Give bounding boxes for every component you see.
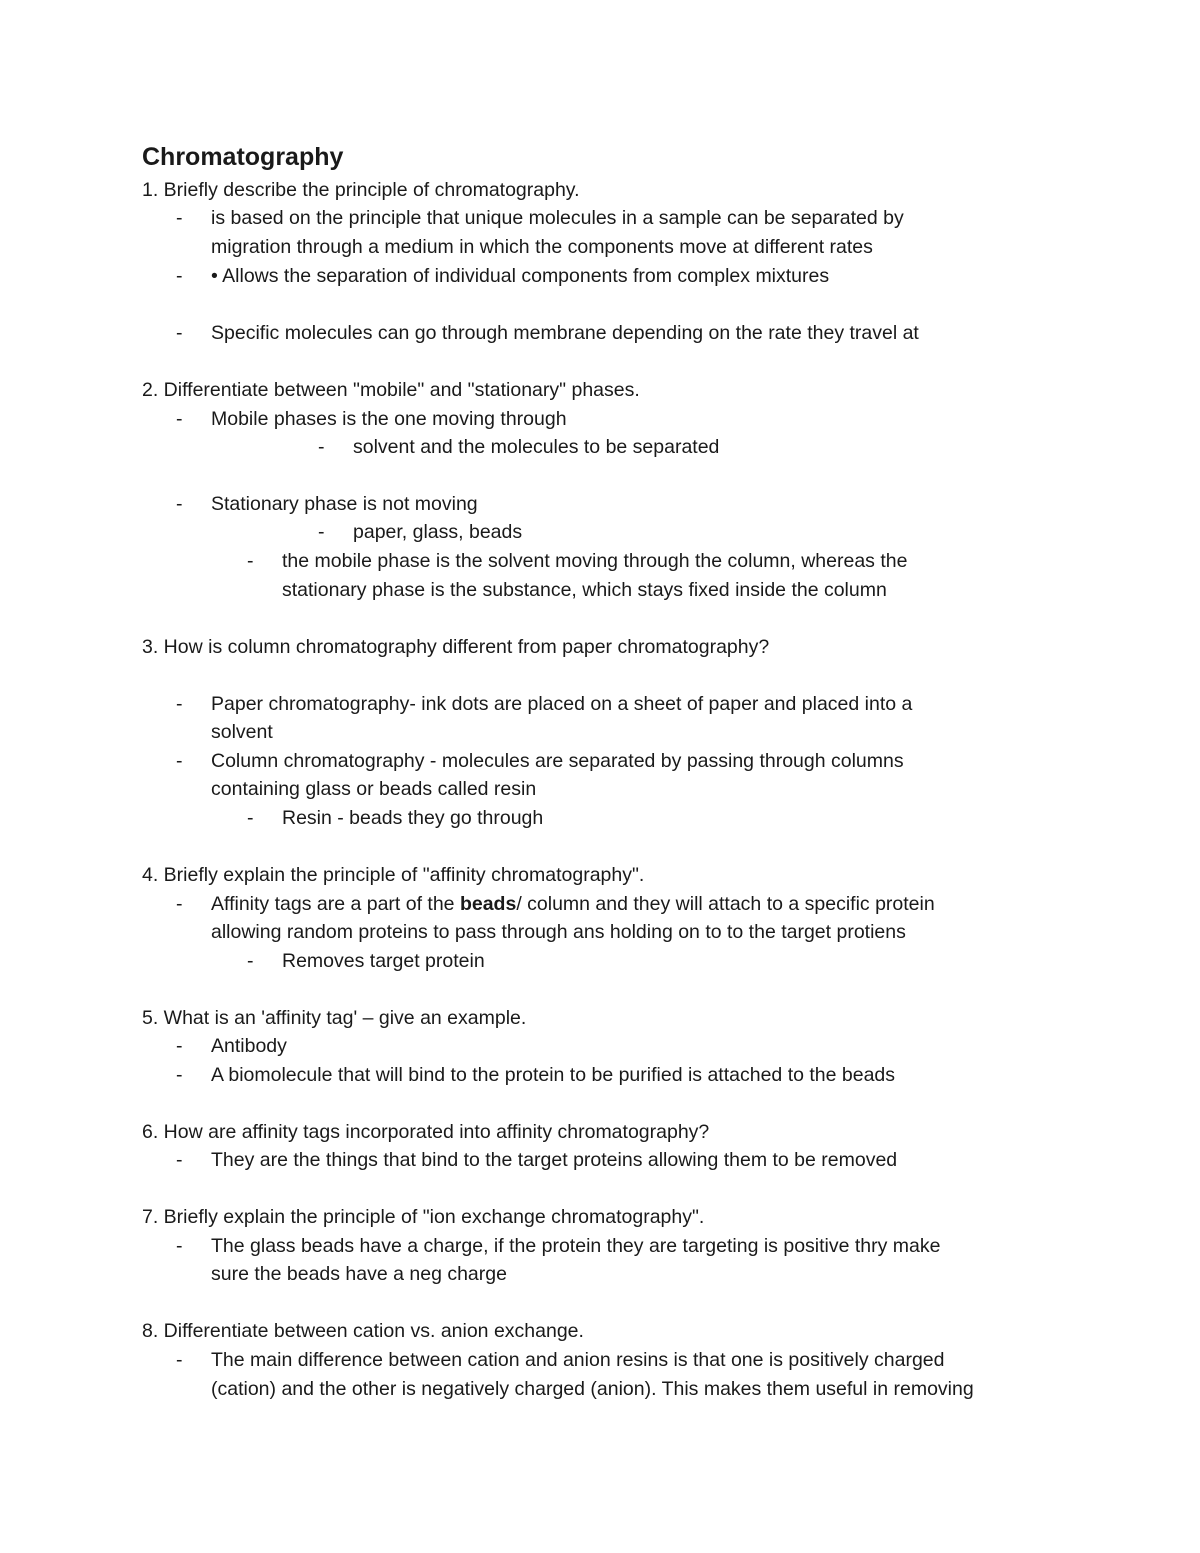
bullet-dash: - [176,207,183,229]
answer-3-item-2-line-2: containing glass or beads called resin [211,778,537,800]
answer-3-subitem-1: Resin - beads they go through [282,807,544,829]
bullet-dash: - [247,950,254,972]
page-title: Chromatography [142,143,344,171]
question-1: 1. Briefly describe the principle of chromatography. [142,179,580,201]
question-6: 6. How are affinity tags incorporated into affinity chromatography? [142,1121,710,1143]
bullet-dash: - [176,322,183,344]
answer-2-item-1: Mobile phases is the one moving through [211,408,567,430]
bullet-dash: - [176,1235,183,1257]
bullet-dash: - [247,550,254,572]
answer-1-line-1: is based on the principle that unique molecules in a sample can be separated by [211,207,904,229]
question-8: 8. Differentiate between cation vs. anion exchange. [142,1320,584,1342]
bullet-dash: - [176,265,183,287]
question-4: 4. Briefly explain the principle of "affinity chromatography". [142,864,645,886]
answer-8-item-1-line-1: The main difference between cation and anion resins is that one is positively charged [211,1349,945,1371]
answer-2-subitem-3-line-2: stationary phase is the substance, which stays fixed inside the column [282,579,887,601]
bullet-dash: - [176,1149,183,1171]
answer-2-item-2: Stationary phase is not moving [211,493,478,515]
bullet-dash: - [176,893,183,915]
answer-2-subitem-1: solvent and the molecules to be separated [353,436,720,458]
answer-5-item-1: Antibody [211,1035,287,1057]
answer-4-text-end: / column and they will attach to a specific protein [516,893,935,915]
bullet-dash: - [176,408,183,430]
answer-3-item-1-line-2: solvent [211,721,273,743]
question-2: 2. Differentiate between "mobile" and "stationary" phases. [142,379,640,401]
question-5: 5. What is an 'affinity tag' – give an example. [142,1007,527,1029]
bullet-dash: - [176,750,183,772]
answer-4-item-1-line-1 [211,890,935,918]
answer-4-bold-word: beads [459,893,517,915]
answer-5-item-2: A biomolecule that will bind to the protein to be purified is attached to the beads [211,1064,896,1086]
bullet-dash: - [318,436,325,458]
answer-1-item-2: • Allows the separation of individual components from complex mixtures [211,265,830,287]
answer-7-item-1-line-1: The glass beads have a charge, if the protein they are targeting is positive thry make [211,1235,941,1257]
bullet-dash: - [176,1349,183,1371]
answer-1-item-3: Specific molecules can go through membrane depending on the rate they travel at [211,322,919,344]
question-3: 3. How is column chromatography different from paper chromatography? [142,636,770,658]
bullet-dash: - [176,693,183,715]
bullet-dash: - [176,1035,183,1057]
bullet-dash: - [247,807,254,829]
answer-4-subitem-1: Removes target protein [282,950,485,972]
answer-3-item-1-line-1: Paper chromatography- ink dots are placed on a sheet of paper and placed into a [211,693,913,715]
bullet-dash: - [318,521,325,543]
question-7: 7. Briefly explain the principle of "ion exchange chromatography". [142,1206,705,1228]
answer-2-subitem-2: paper, glass, beads [353,521,523,543]
bullet-dash: - [176,493,183,515]
answer-2-subitem-3-line-1: the mobile phase is the solvent moving through the column, whereas the [282,550,908,572]
answer-8-item-1-line-2: (cation) and the other is negatively charged (anion). This makes them useful in removing [211,1378,974,1400]
answer-7-item-1-line-2: sure the beads have a neg charge [211,1263,507,1285]
bullet-dash: - [176,1064,183,1086]
answer-6-item-1: They are the things that bind to the target proteins allowing them to be removed [211,1149,898,1171]
answer-4-text-start: Affinity tags are a part of the [211,893,460,915]
answer-4-item-1-line-2: allowing random proteins to pass through ans holding on to to the target protiens [211,921,906,943]
answer-1-line-2: migration through a medium in which the components move at different rates [211,236,873,258]
answer-3-item-2-line-1: Column chromatography - molecules are separated by passing through columns [211,750,904,772]
